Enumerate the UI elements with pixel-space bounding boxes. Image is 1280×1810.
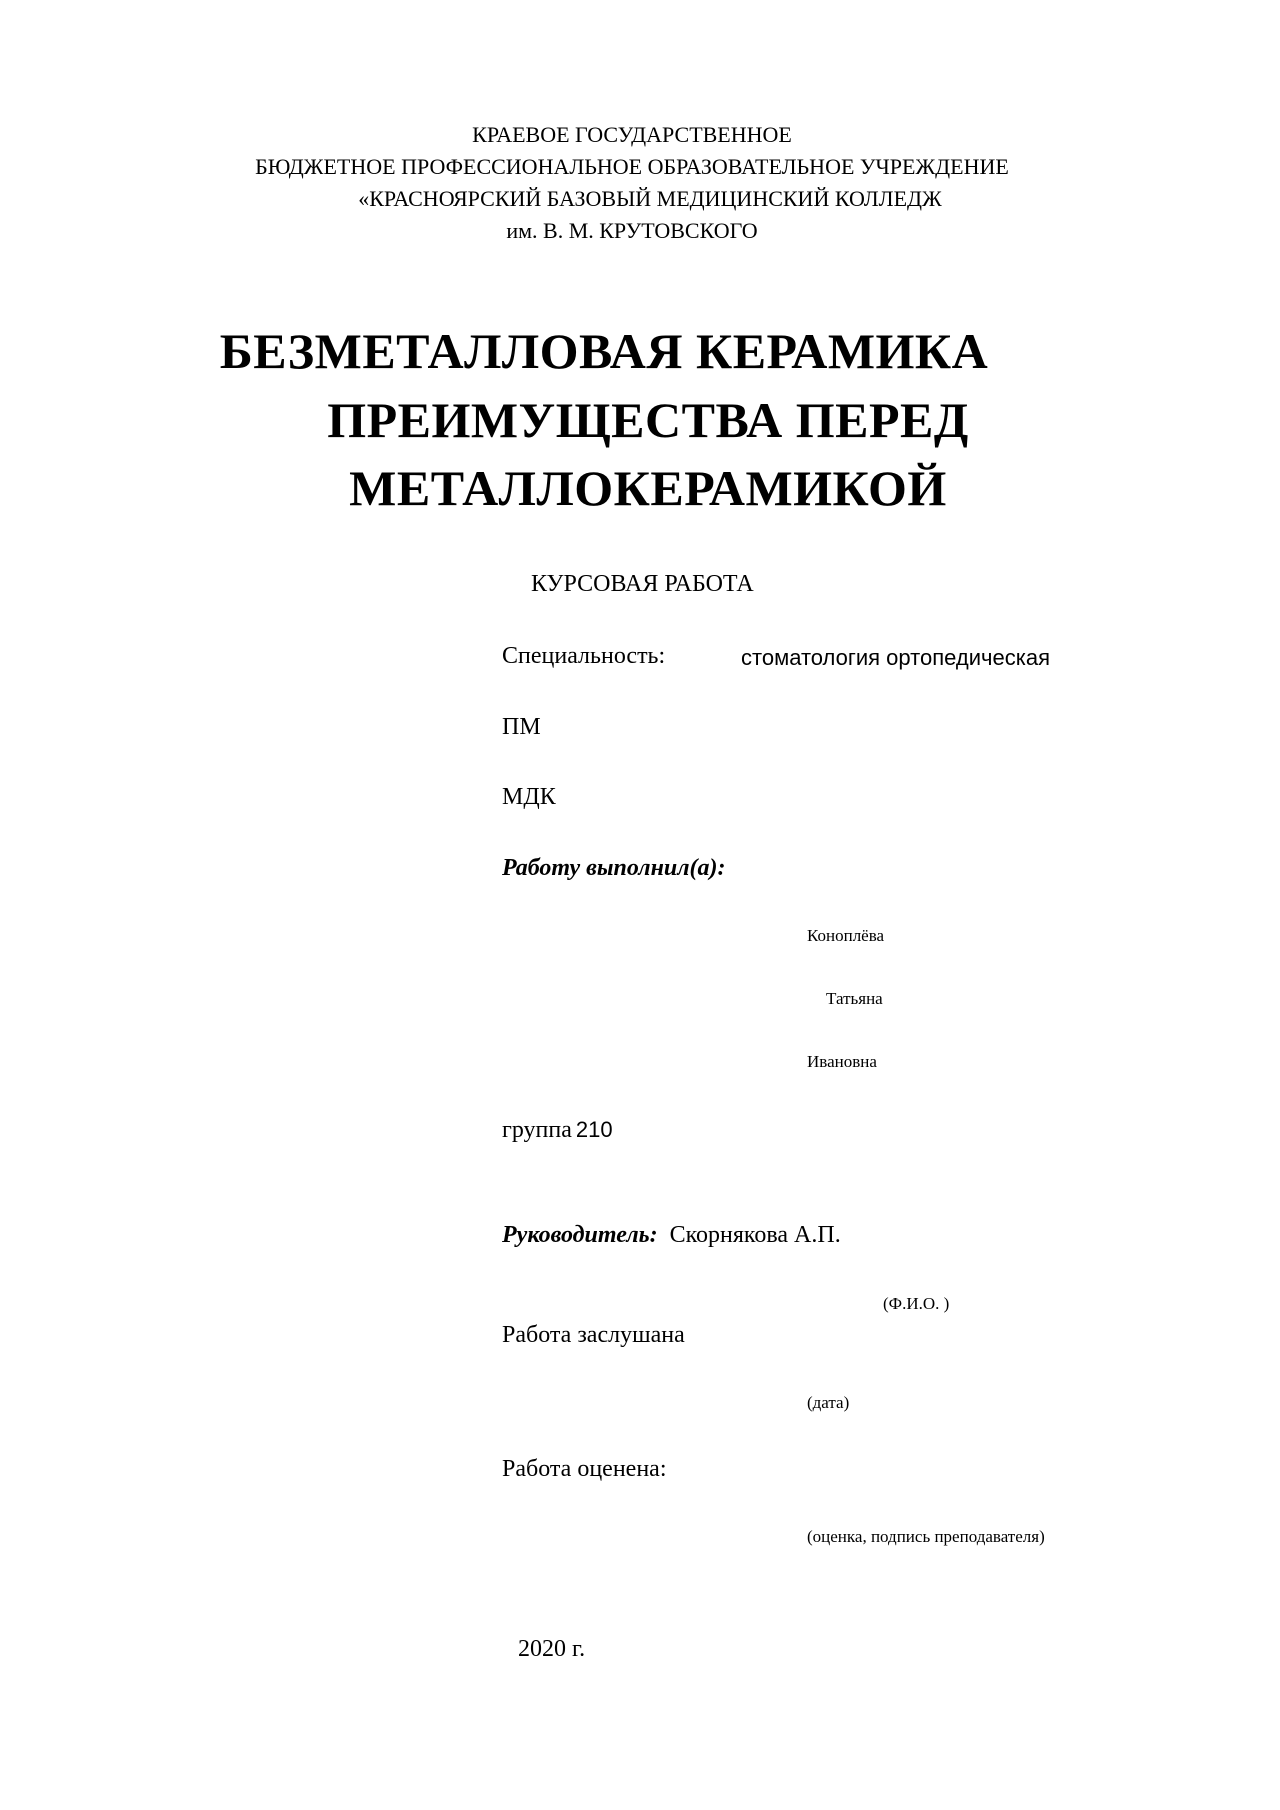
title-line-1: БЕЗМЕТАЛЛОВАЯ КЕРАМИКА — [219, 323, 989, 379]
group-row — [502, 1117, 613, 1144]
title-line-2: ПРЕИМУЩЕСТВА ПЕРЕД — [327, 392, 969, 448]
year: 2020 г. — [518, 1636, 586, 1662]
supervisor-label: Руководитель: — [502, 1222, 658, 1248]
specialty-value: стоматология ортопедическая — [741, 645, 1050, 670]
institution-line-2: БЮДЖЕТНОЕ ПРОФЕССИОНАЛЬНОЕ ОБРАЗОВАТЕЛЬНОЕ УЧРЕЖДЕНИЕ — [255, 154, 1009, 179]
specialty-label: Специальность: — [502, 643, 666, 669]
institution-line-3: «КРАСНОЯРСКИЙ БАЗОВЫЙ МЕДИЦИНСКИЙ КОЛЛЕДЖ — [358, 186, 942, 211]
author-patronymic: Ивановна — [807, 1052, 877, 1071]
mdk-label: МДК — [502, 784, 556, 810]
fio-caption: (Ф.И.О. ) — [883, 1294, 950, 1313]
supervisor-value: Скорнякова А.П. — [669, 1222, 841, 1248]
title-line-3: МЕТАЛЛОКЕРАМИКОЙ — [349, 460, 947, 516]
grade-caption: (оценка, подпись преподавателя) — [807, 1527, 1045, 1546]
pm-label: ПМ — [502, 714, 541, 740]
group-label: группа — [502, 1117, 572, 1143]
supervisor-row — [502, 1222, 841, 1249]
work-type: КУРСОВАЯ РАБОТА — [531, 571, 754, 597]
institution-line-4: им. В. М. КРУТОВСКОГО — [506, 218, 758, 243]
graded-label: Работа оценена: — [502, 1456, 667, 1482]
heard-label: Работа заслушана — [502, 1322, 685, 1348]
author-surname: Коноплёва — [807, 926, 885, 945]
group-value: 210 — [575, 1117, 613, 1142]
date-caption: (дата) — [807, 1393, 850, 1412]
institution-line-1: КРАЕВОЕ ГОСУДАРСТВЕННОЕ — [472, 122, 792, 147]
author-label: Работу выполнил(а): — [502, 855, 726, 881]
author-name: Татьяна — [826, 989, 883, 1008]
